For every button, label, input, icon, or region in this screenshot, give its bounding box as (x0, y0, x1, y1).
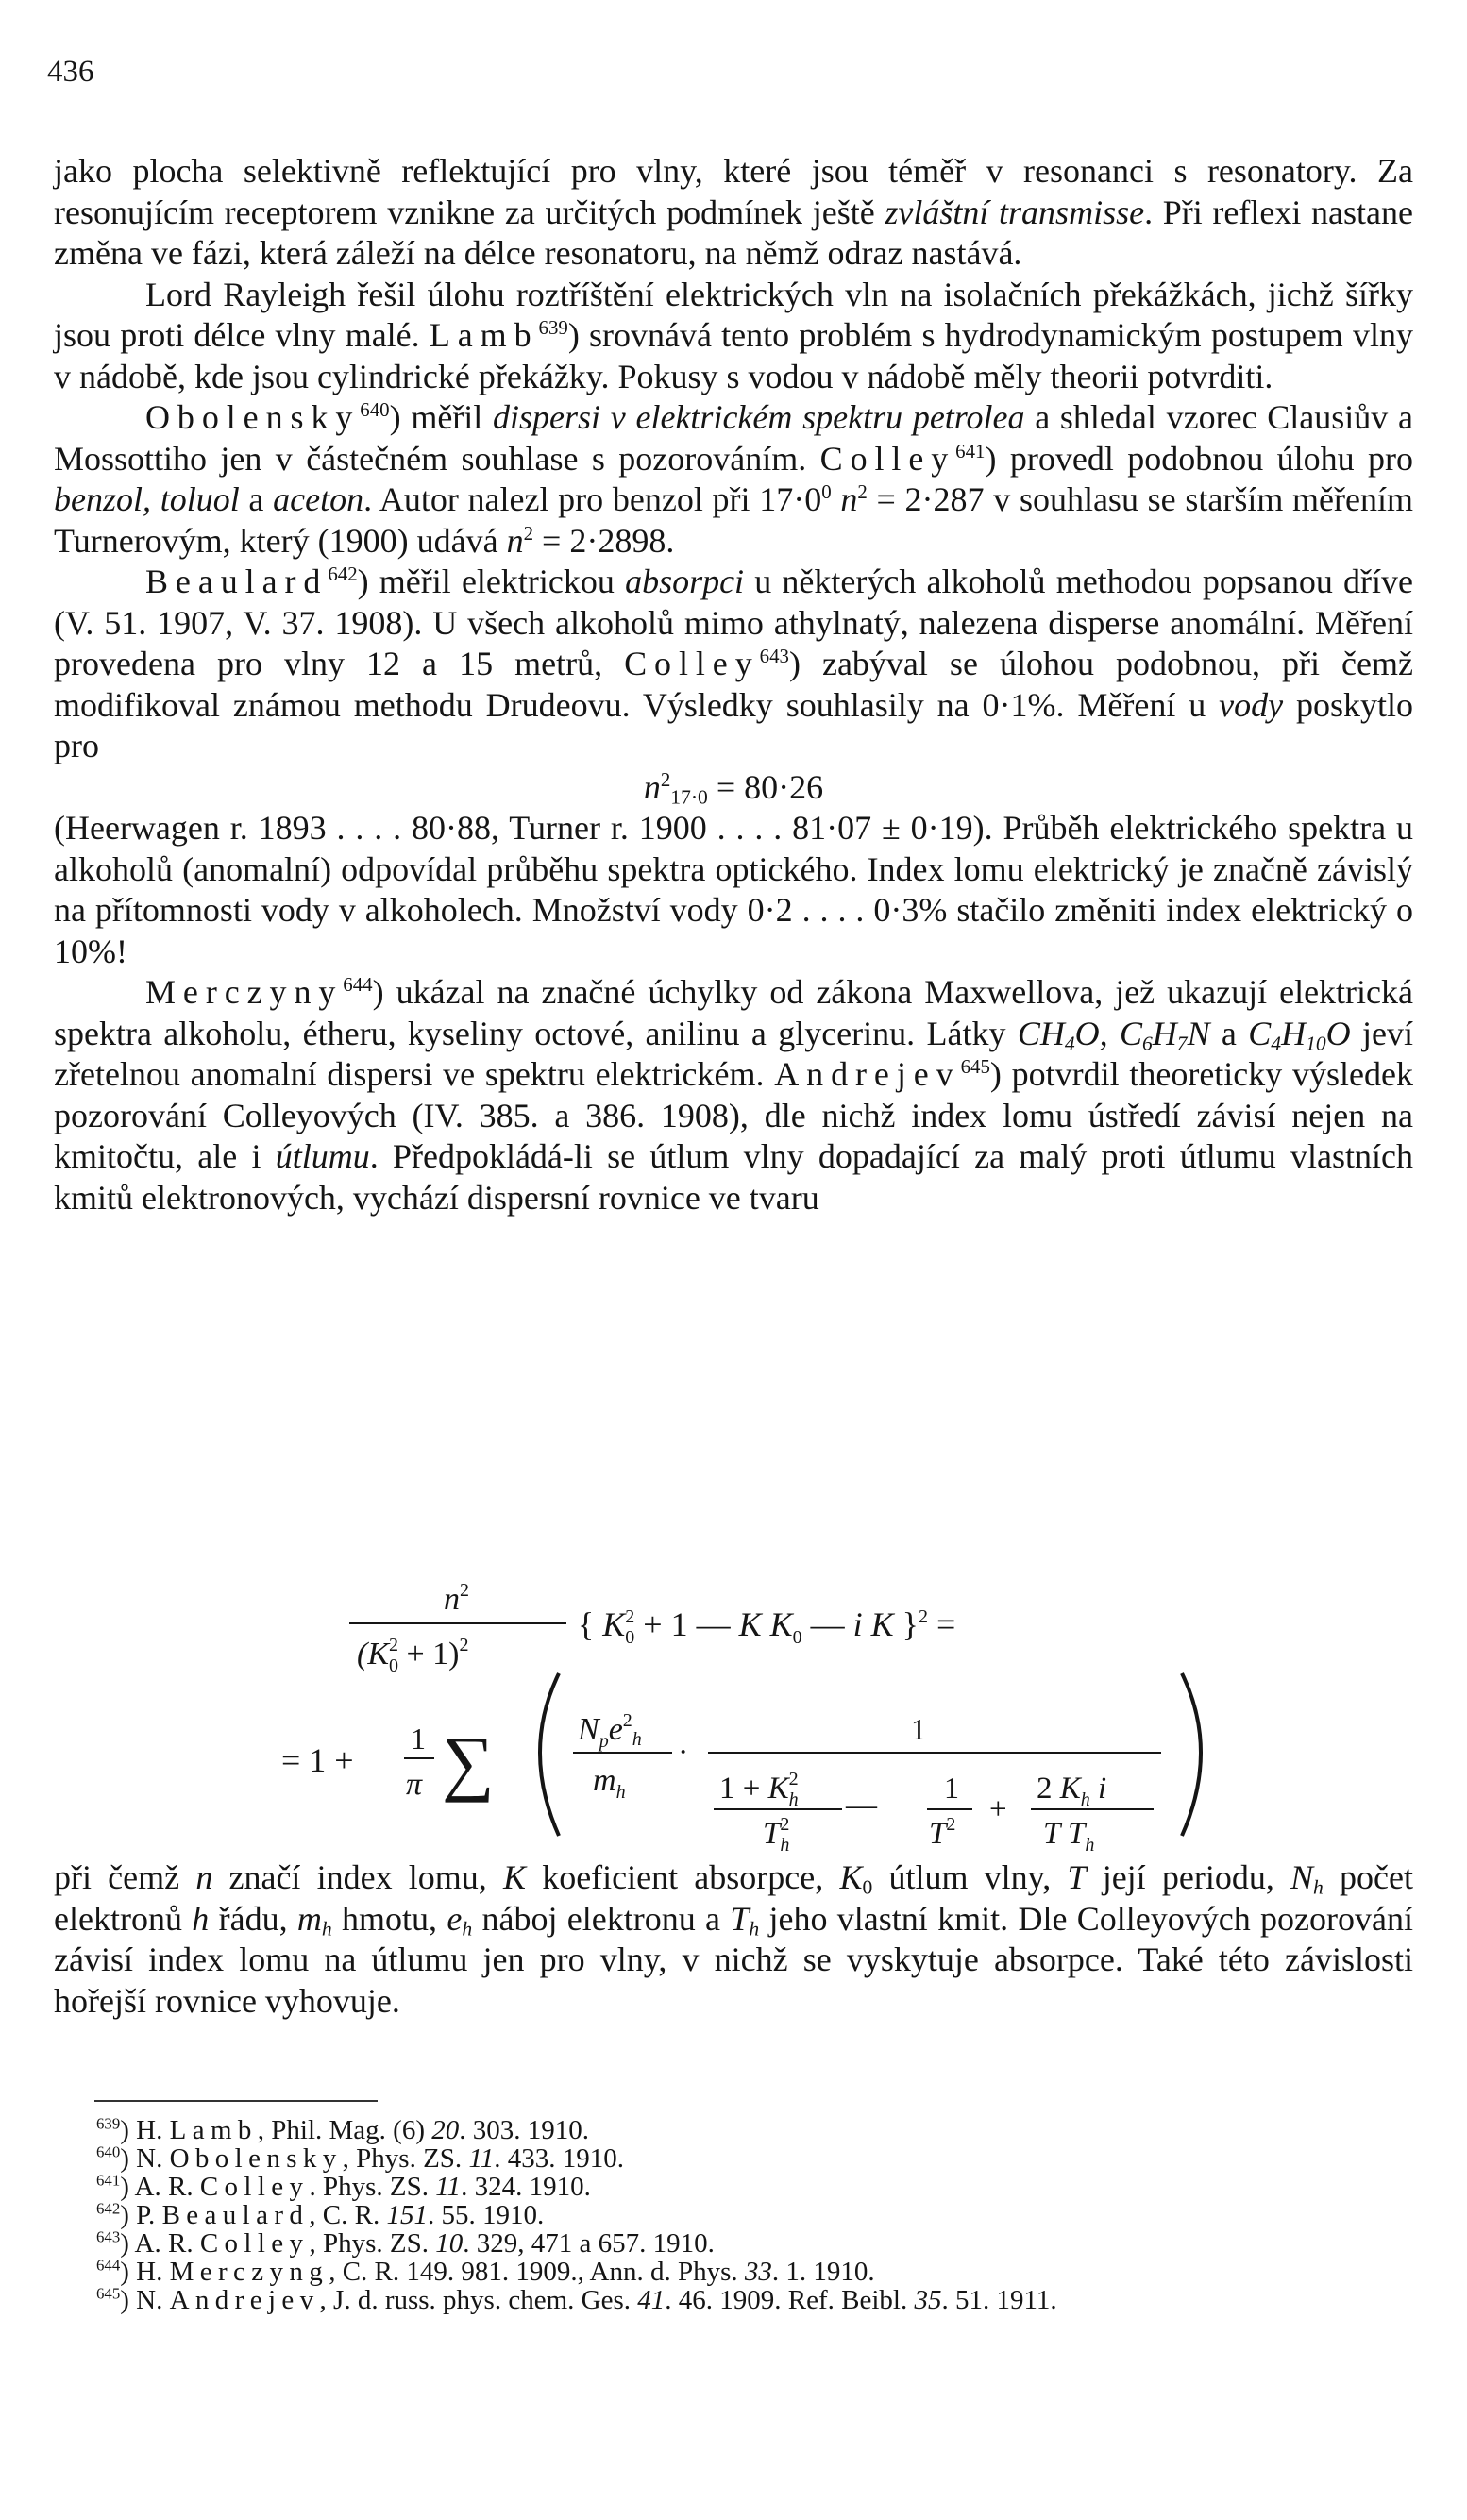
page-number: 436 (47, 55, 94, 89)
paragraph: jako plocha selektivně reflektující pro vlny, které jsou téměř v resonanci s resonatory. Za resonujícím receptorem vznikne za určitých podmínek ještě zvláštní transmisse. Při reflexi nastane změna ve fázi, která záleží na délce resonatoru, na němž odraz nastává. (54, 152, 1413, 272)
svg-text:1: 1 (411, 1722, 426, 1756)
svg-text:T2: $T^2$ (929, 1814, 956, 1851)
footnote-639: $^{639}$) H. Lamb, Phil. Mag. (6) 20. 303. 1910. (96, 2114, 589, 2145)
svg-text:1: 1 (944, 1771, 959, 1805)
svg-text:Npe2h: $N_pe^2_h$ (578, 1710, 642, 1752)
footnote-640: $^{640}$) N. Obolensky, Phys. ZS. 11. 433. 1910. (96, 2142, 625, 2174)
eq-numerator-n: $n^2$ (444, 1580, 469, 1617)
paragraph: při čemž n značí index lomu, K koeficient absorpce, $K_0$ útlum vlny, T její periodu, $N_h$ počet elektronů h řádu, $m_h$ hmotu, $e_h$ náboj elektronu a $T_h$ jeho vlastní kmit. Dle Colleyových pozorování závisí index lomu na útlumu jen pro vlny, v nichž se vyskytuje absorpce. Také této závislosti hořejší rovnice vyhovuje. (54, 1858, 1413, 2020)
footnote-645: $^{645}$) N. Andrejev, J. d. russ. phys. chem. Ges. 41. 46. 1909. Ref. Beibl. 35. 51. 1911. (96, 2284, 1057, 2315)
paragraph: Lord Rayleigh řešil úlohu roztříštění elektrických vln na isolačních překážkách, jichž šířky jsou proti délce vlny malé. Lamb$^{639}$) srovnává tento problém s hydrodynamickým postupem vlny v nádobě, kde jsou cylindrické překážky. Pokusy s vodou v nádobě měly theorii potvrditi. (54, 275, 1414, 395)
svg-text:π: π (406, 1767, 423, 1802)
equation-n2: $n^2_{17\cdot 0} = 80\cdot 26$ (643, 767, 824, 808)
dispersion-equation (0, 1562, 1467, 1855)
body-text-top (54, 151, 1413, 1218)
paragraph: (Heerwagen r. 1893 . . . . 80·88, Turner r. 1900 . . . . 81·07 ± 0·19). Průběh elektrického spektra u alkoholů (anomalní) odpovídal průběhu spektra optického. Index lomu elektrický je značně závislý na přítomnosti vody v alkoholech. Množství vody 0·2 . . . . 0·3% stačilo změniti index elektrický o 10%! (54, 809, 1413, 970)
body-text-bottom (54, 1857, 1413, 2022)
sigma-symbol: ∑ (442, 1721, 495, 1803)
svg-text:1: 1 (911, 1712, 926, 1746)
footnotes (54, 2116, 1413, 2314)
svg-text:mh: $m_h$ (593, 1763, 626, 1803)
footnote-642: $^{642}$) P. Beaulard, C. R. 151. 55. 1910. (96, 2199, 545, 2230)
paragraph: Obolensky$^{640}$) měřil dispersi v elektrickém spektru petrolea a shledal vzorec Clausiův a Mossottiho jen v částečném souhlase s pozorováním. Colley$^{641}$) provedl podobnou úlohu pro benzol, toluol a aceton. Autor nalezl pro benzol při $17\cdot 0^0$ $n^2 = 2\cdot 287$ v souhlasu se starším měřením Turnerovým, který (1900) udává $n^2 = 2\cdot 2898$. (54, 398, 1414, 560)
svg-text:·: · (678, 1735, 689, 1770)
svg-text:2 Kh i: 2 $K_h$ i (1037, 1772, 1107, 1810)
svg-text:1 + K2h: $1 + K^2$ h (719, 1769, 799, 1810)
footnote-rule (94, 2100, 378, 2102)
svg-text:+: + (989, 1792, 1007, 1826)
eq-denominator: $(K_02 + 1)^2$ (357, 1635, 469, 1676)
eq-line2-prefix: = 1 + (281, 1741, 354, 1779)
footnote-644: $^{644}$) H. Merczyng, C. R. 149. 981. 1909., Ann. d. Phys. 33. 1. 1910. (96, 2256, 875, 2287)
svg-text:T2h: $T^2$ h (763, 1814, 790, 1855)
svg-text:—: — (846, 1789, 877, 1823)
eq-brace-term: { $K_02 + 1$ — K $K_0$ — i K }$^2$ = (578, 1605, 956, 1648)
svg-text:T Th: T $T_h$ (1043, 1817, 1095, 1855)
footnote-641: $^{641}$) A. R. Colley. Phys. ZS. 11. 324. 1910. (96, 2171, 591, 2202)
paragraph: Merczyny$^{644}$) ukázal na značné úchylky od zákona Maxwellova, jež ukazují elektrická spektra alkoholu, étheru, kyseliny octové, anilinu a glycerinu. Látky $CH_4O$, $C_6H_7N$ a $C_4H_{10}O$ jeví zřetelnou anomalní dispersi ve spektru elektrickém. Andrejev$^{645}$) potvrdil theoreticky výsledek pozorování Colleyových (IV. 385. a 386. 1908), dle nichž index lomu ústředí závisí nejen na kmitočtu, ale i útlumu. Předpokládá-li se útlum vlny dopadající za malý proti útlumu vlastních kmitů elektronových, vychází dispersní rovnice ve tvaru (54, 973, 1414, 1217)
paragraph: Beaulard$^{642}$) měřil elektrickou absorpci u některých alkoholů methodou popsanou dříve (V. 51. 1907, V. 37. 1908). U všech alkoholů mimo athylnatý, nalezena disperse anomální. Měření provedena pro vlny 12 a 15 metrů, Colley$^{643}$) zabýval se úlohou podobnou, při čemž modifikoval známou methodu Drudeovu. Výsledky souhlasily na 0·1%. Měření u vody poskytlo pro (54, 563, 1414, 764)
footnote-643: $^{643}$) A. R. Colley, Phys. ZS. 10. 329, 471 a 657. 1910. (96, 2227, 715, 2259)
